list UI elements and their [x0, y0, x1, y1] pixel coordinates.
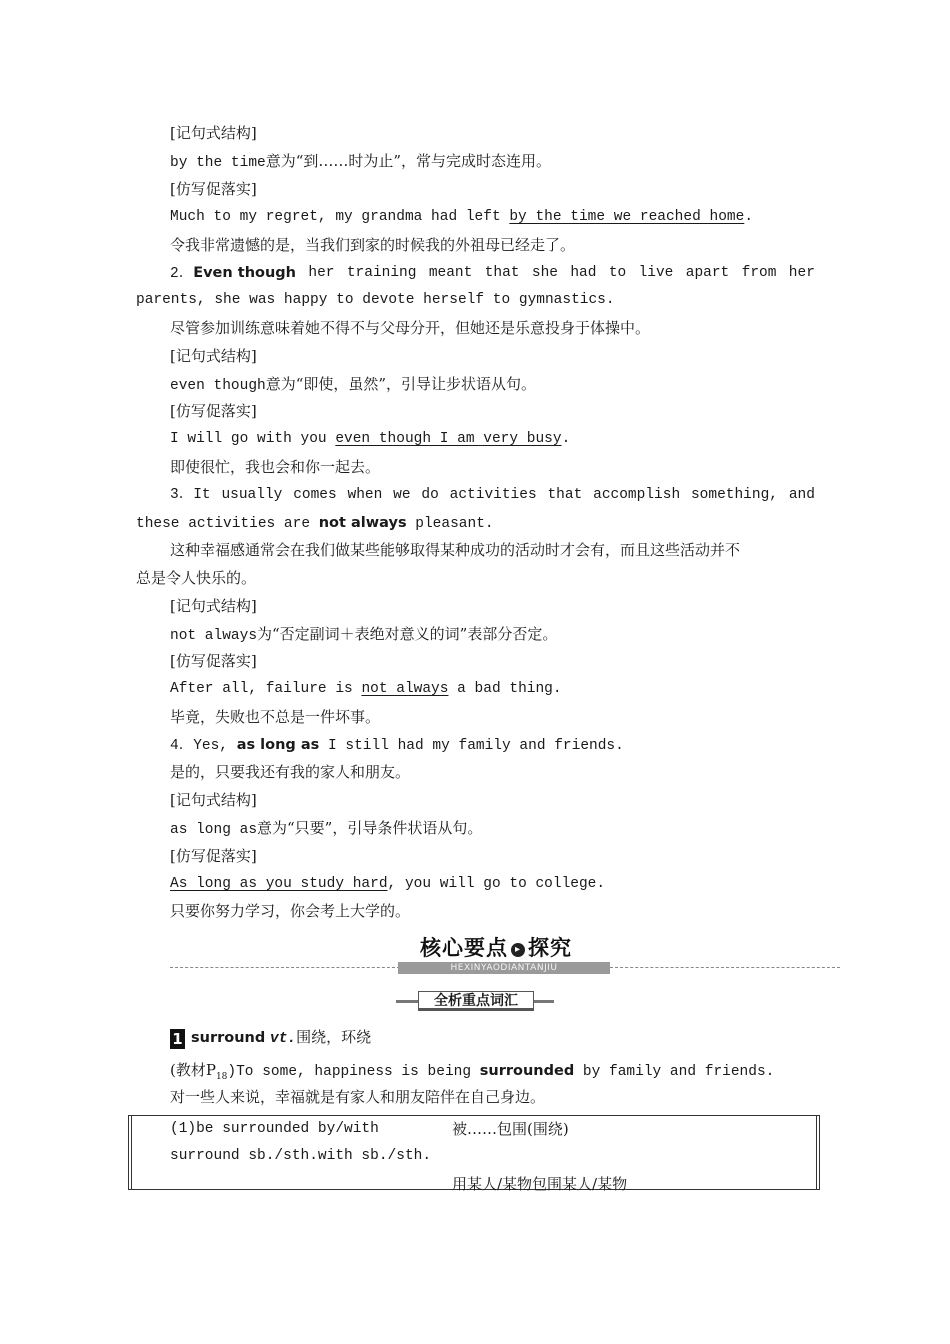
section-title: 核心要点 ▸ 探究 [420, 936, 572, 960]
sentence-3-translation-2: 总是令人快乐的。 [136, 569, 257, 587]
answer-blank: not always [361, 681, 449, 697]
subheading-label: 全析重点词汇 [418, 991, 534, 1011]
structure-desc-1 [170, 151, 551, 173]
structure-explanation: 意为“即使，虽然”，引导让步状语从句。 [265, 375, 537, 393]
structure-term: by the time [170, 155, 266, 171]
table-cell-right: 被……包围(围绕) [452, 1120, 569, 1138]
answer-blank: by the time we reached home [509, 209, 745, 225]
key-word: surrounded [479, 1063, 575, 1079]
structure-label-4: [记句式结构] [170, 791, 257, 809]
structure-term: as long as [170, 822, 258, 838]
practice-sentence-1: Much to my regret, my grandma had left by the time we reached home. [170, 209, 754, 225]
key-phrase: Even though [193, 265, 297, 281]
answer-blank: even though I am very busy [335, 431, 562, 447]
section-subtitle: HEXINYAODIANTANJIU [398, 962, 610, 974]
vocab-word: surround [191, 1030, 266, 1046]
practice-label-2: [仿写促落实] [170, 402, 257, 420]
practice-translation-4: 只要你努力学习，你会考上大学的。 [170, 902, 411, 920]
sentence-3-line-1: 3．It usually comes when we do activities that accomplish something, and [170, 487, 815, 503]
sentence-4: 4．Yes, as long as I still had my family and friends. [170, 737, 624, 754]
practice-label-3: [仿写促落实] [170, 652, 257, 670]
vocab-number: 1 [170, 1029, 185, 1049]
table-cell-right: 用某人/某物包围某人/某物 [452, 1175, 628, 1193]
structure-desc-2 [170, 374, 536, 396]
sentence-2-line-2: parents, she was happy to devote herself to gymnastics. [136, 292, 615, 308]
structure-desc-4 [170, 818, 482, 840]
practice-label-4: [仿写促落实] [170, 847, 257, 865]
vocab-example: (教材$P_{18})To$ some, happiness is being surrounded by family and friends. [170, 1061, 775, 1082]
sentence-2-line-1: 2．Even though her training meant that she had to live apart from her [170, 265, 815, 282]
structure-explanation: 意为“只要”，引导条件状语从句。 [257, 819, 483, 837]
structure-explanation: 意为“到……时为止”，常与完成时态连用。 [265, 152, 552, 170]
practice-translation-3: 毕竟，失败也不总是一件坏事。 [170, 708, 381, 726]
sentence-number: 2． [170, 266, 194, 282]
structure-label-2: [记句式结构] [170, 347, 257, 365]
practice-sentence-2: I will go with you even though I am very busy. [170, 431, 571, 447]
practice-sentence-3: After all, failure is not always a bad thing. [170, 681, 562, 697]
vocab-meaning: 围绕，环绕 [296, 1028, 372, 1046]
practice-translation-1: 令我非常遗憾的是，当我们到家的时候我的外祖母已经走了。 [170, 236, 576, 254]
sentence-4-translation: 是的，只要我还有我的家人和朋友。 [170, 763, 411, 781]
vocab-example-translation: 对一些人来说，幸福就是有家人和朋友陪伴在自己身边。 [170, 1088, 546, 1106]
practice-sentence-4: As long as you study hard, you will go to college. [170, 876, 606, 892]
subheading-badge [396, 991, 554, 1011]
table-cell-left: (1)be surrounded by/with [170, 1121, 379, 1137]
structure-desc-3 [170, 624, 557, 646]
table-inner-left-border [131, 1116, 132, 1189]
sentence-number: 4． [170, 738, 194, 754]
key-phrase: not always [318, 515, 407, 531]
structure-term: not always [170, 628, 258, 644]
structure-term: even though [170, 378, 266, 394]
badge-bar-left [396, 1000, 420, 1003]
divider-right [610, 967, 840, 968]
structure-label-1: [记句式结构] [170, 124, 257, 142]
divider-left [170, 967, 400, 968]
key-phrase: as long as [236, 737, 320, 753]
table-inner-right-border [816, 1116, 817, 1189]
sentence-3-translation-1: 这种幸福感通常会在我们做某些能够取得某种成功的活动时才会有，而且这些活动并不 [170, 541, 741, 559]
sentence-number: 3． [170, 487, 194, 503]
practice-translation-2: 即使很忙，我也会和你一起去。 [170, 458, 381, 476]
practice-label-1: [仿写促落实] [170, 180, 257, 198]
vocab-heading [170, 1027, 371, 1049]
sentence-2-translation: 尽管参加训练意味着她不得不与父母分开，但她还是乐意投身于体操中。 [170, 319, 651, 337]
arrow-icon: ▸ [511, 943, 525, 957]
table-cell-left: surround sb./sth.with sb./sth. [170, 1148, 432, 1164]
vocab-pos: vt. [270, 1031, 297, 1047]
sentence-3-line-2: these activities are not always pleasant. [136, 515, 494, 532]
structure-label-3: [记句式结构] [170, 597, 257, 615]
answer-blank: As long as you study hard [170, 876, 388, 892]
structure-explanation: 为“否定副词＋表绝对意义的词”表部分否定。 [257, 625, 558, 643]
